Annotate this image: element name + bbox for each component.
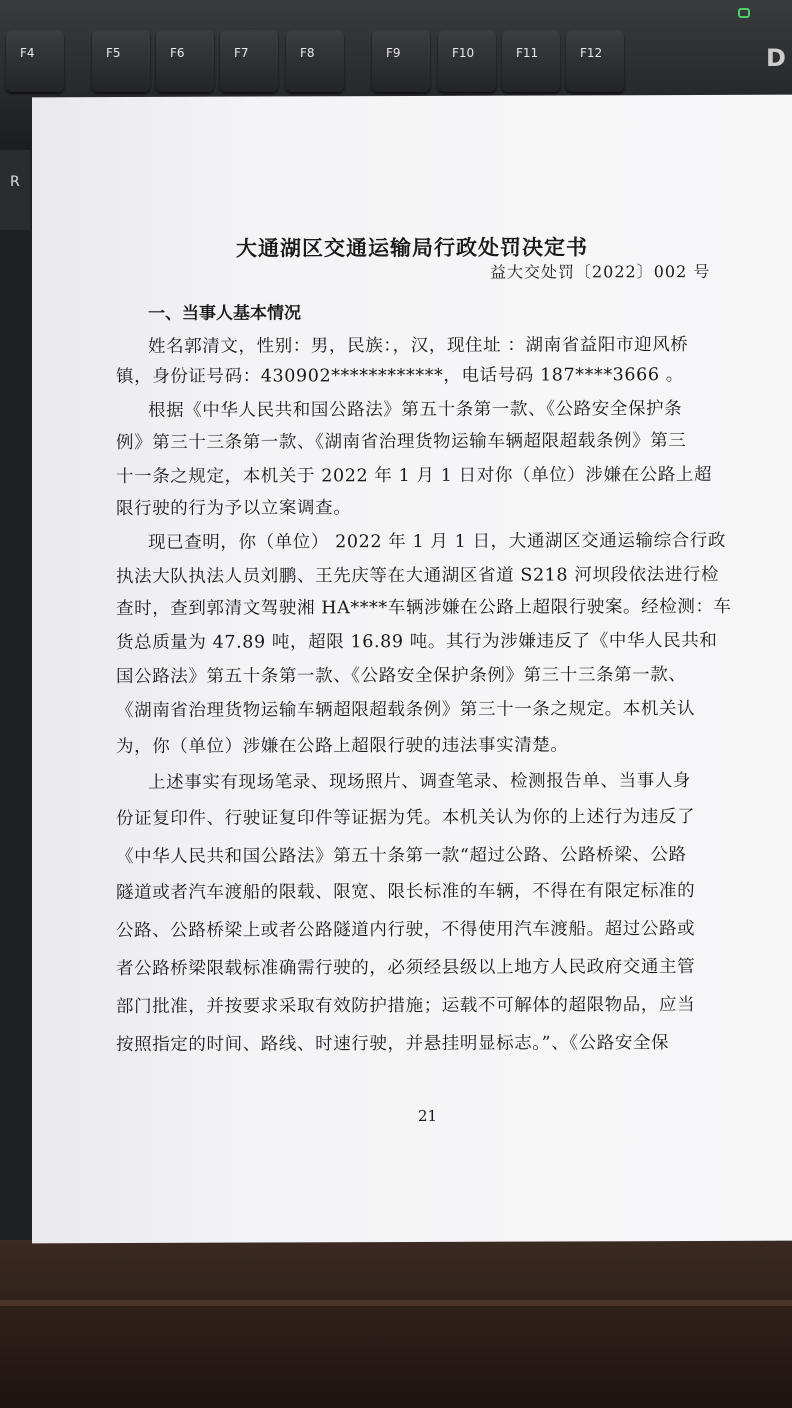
text-line: 上述事实有现场笔录、现场照片、调查笔录、检测报告单、当事人身 bbox=[148, 771, 691, 793]
key-f5: F5 bbox=[92, 30, 150, 92]
document-page bbox=[32, 95, 792, 1244]
keyboard-edge bbox=[0, 150, 34, 1280]
text-line: 根据《中华人民共和国公路法》第五十条第一款、《公路安全保护条 bbox=[148, 399, 683, 421]
desk-highlight bbox=[0, 1300, 792, 1306]
page-number: 21 bbox=[418, 1106, 438, 1125]
text-line: 公路、公路桥梁上或者公路隧道内行驶，不得使用汽车渡船。超过公路或 bbox=[116, 919, 696, 942]
key-f11: F11 bbox=[502, 30, 560, 92]
key-f4: F4 bbox=[6, 30, 64, 92]
document-number: 益大交处罚〔2022〕002 号 bbox=[490, 261, 711, 282]
text-line: 十一条之规定，本机关于 2022 年 1 月 1 日对你（单位）涉嫌在公路上超 bbox=[116, 464, 713, 488]
text-line: 按照指定的时间、路线、时速行驶，并悬挂明显标志。”、《公路安全保 bbox=[116, 1033, 670, 1056]
text-line: 镇，身份证号码：430902************，电话号码 187****3666 。 bbox=[116, 365, 684, 388]
key-f6: F6 bbox=[156, 30, 214, 92]
text-line: 限行驶的行为予以立案调查。 bbox=[116, 498, 352, 520]
key-f9: F9 bbox=[372, 30, 430, 92]
text-line: 《中华人民共和国公路法》第五十条第一款“超过公路、公路桥梁、公路 bbox=[116, 845, 687, 868]
lock-led-icon bbox=[738, 8, 750, 18]
text-line: 查时，查到郭清文驾驶湘 HA****车辆涉嫌在公路上超限行驶案。经检测：车 bbox=[116, 596, 732, 620]
desk-surface bbox=[0, 1240, 792, 1408]
key-f7: F7 bbox=[220, 30, 278, 92]
text-line: 货总质量为 47.89 吨，超限 16.89 吨。其行为涉嫌违反了《中华人民共和 bbox=[116, 630, 718, 654]
text-line: 国公路法》第五十条第一款、《公路安全保护条例》第三十三条第一款、 bbox=[116, 665, 687, 688]
brand-logo: D bbox=[766, 44, 786, 72]
text-line: 例》第三十三条第一款、《湖南省治理货物运输车辆超限超载条例》第三 bbox=[116, 431, 687, 454]
text-line: 现已查明，你（单位） 2022 年 1 月 1 日，大通湖区交通运输综合行政 bbox=[148, 530, 726, 553]
key-f8: F8 bbox=[286, 30, 344, 92]
text-line: 隧道或者汽车渡船的限载、限宽、限长标准的车辆，不得在有限定标准的 bbox=[116, 881, 696, 904]
key-f12: F12 bbox=[566, 30, 624, 92]
document-title: 大通湖区交通运输局行政处罚决定书 bbox=[236, 234, 588, 261]
text-line: 份证复印件、行驶证复印件等证据为凭。本机关认为你的上述行为违反了 bbox=[116, 807, 696, 830]
text-line: 部门批准，并按要求采取有效防护措施；运载不可解体的超限物品，应当 bbox=[116, 995, 696, 1018]
text-line: 姓名郭清文，性别：男，民族：，汉，现住址 ：湖南省益阳市迎风桥 bbox=[148, 335, 689, 357]
text-line: 执法大队执法人员刘鹏、王先庆等在大通湖区省道 S218 河坝段依法进行检 bbox=[116, 564, 720, 588]
key-f10: F10 bbox=[438, 30, 496, 92]
text-line: 为，你（单位）涉嫌在公路上超限行驶的违法事实清楚。 bbox=[116, 735, 569, 758]
key-r: R bbox=[0, 150, 30, 230]
text-line: 《湖南省治理货物运输车辆超限超载条例》第三十一条之规定。本机关认 bbox=[116, 699, 696, 722]
text-line: 者公路桥梁限载标准确需行驶的，必须经县级以上地方人民政府交通主管 bbox=[116, 957, 696, 980]
section-heading: 一、当事人基本情况 bbox=[148, 303, 301, 324]
